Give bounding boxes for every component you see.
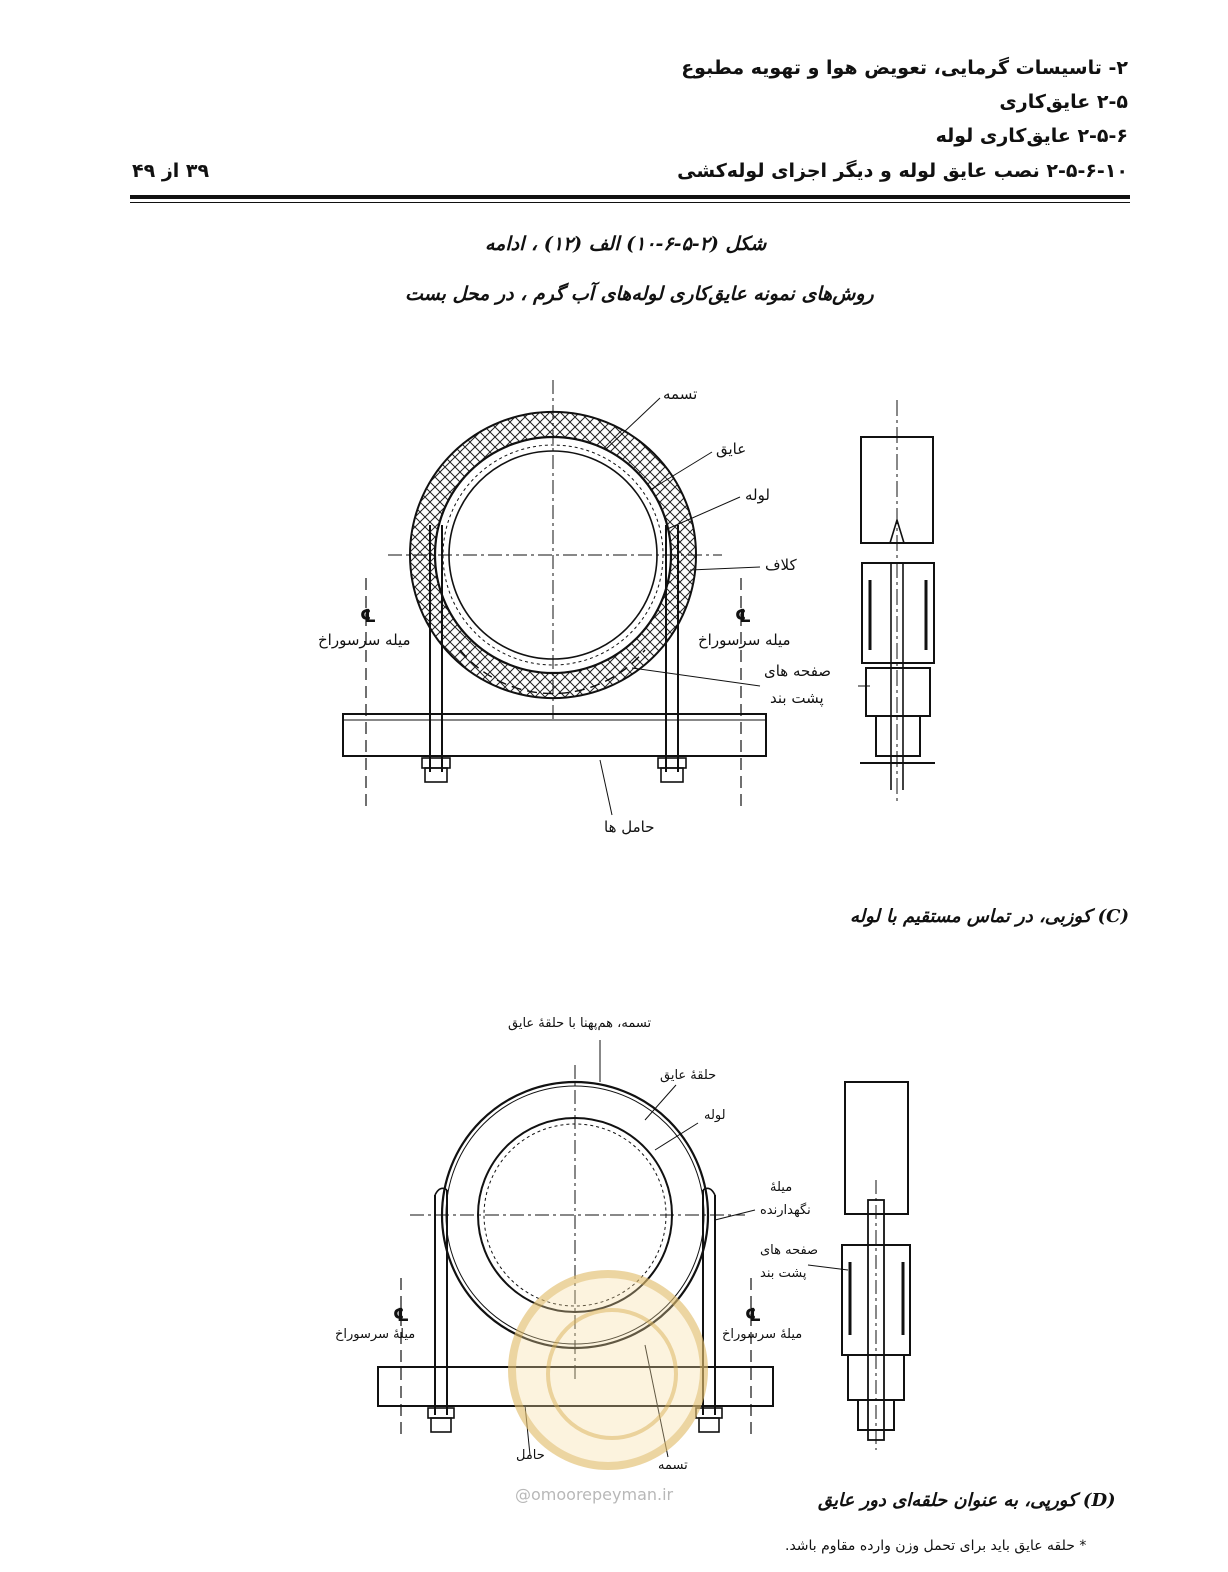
label-rod-left-c: میله سرسوراخ xyxy=(318,631,411,649)
label-plates-c-2: پشت بند xyxy=(770,689,824,707)
header-line-3: ۲-۵-۶ عایق‌کاری لوله xyxy=(935,125,1128,147)
centerline-symbol-d-left: ℄ xyxy=(393,1305,410,1326)
label-clamp-c: کلاف xyxy=(765,556,797,574)
page-number: ۳۹ از ۴۹ xyxy=(132,160,210,182)
header-line-4: ۲-۵-۶-۱۰ نصب عایق لوله و دیگر اجزای لوله‌کشی xyxy=(677,160,1128,182)
label-plates-d-1: صفحه های xyxy=(760,1243,819,1258)
header-line-1: ۲- تاسیسات گرمایی، تعویض هوا و تهویه مطبوع xyxy=(681,57,1128,79)
label-insulation-c: عایق xyxy=(716,440,747,458)
label-plates-d-2: پشت بند xyxy=(760,1266,807,1281)
centerline-symbol-c-left: ℄ xyxy=(360,606,377,627)
label-hold-rod-d-2: نگهدارنده xyxy=(760,1203,811,1218)
label-pipe-c: لوله xyxy=(745,486,770,504)
label-rod-right-d: میلهٔ سرسوراخ xyxy=(722,1327,803,1342)
label-hold-rod-d-1: میلهٔ xyxy=(770,1180,793,1195)
label-support-d: حامل xyxy=(516,1448,545,1463)
centerline-symbol-c-right: ℄ xyxy=(735,606,752,627)
label-pipe-d: لوله xyxy=(704,1108,726,1123)
caption-d: (D) کورپی، به عنوان حلقه‌ای دور عایق xyxy=(818,1490,1116,1511)
figure-title: شکل (۲-۵-۶-۱۰) الف (۱۲) ، ادامه xyxy=(485,233,767,255)
footnote: * حلقه عایق باید برای تحمل وزن وارده مقاوم باشد. xyxy=(785,1538,1087,1554)
label-rod-left-d: میلهٔ سرسوراخ xyxy=(335,1327,416,1342)
label-strap-ring-d: تسمه، هم‌پهنا با حلقهٔ عایق xyxy=(508,1016,652,1031)
figure-subtitle: روش‌های نمونه عایق‌کاری لوله‌های آب گرم ، در محل بست xyxy=(405,283,874,305)
header-line-2: ۲-۵ عایق‌کاری xyxy=(999,91,1128,113)
label-supports-c: حامل ها xyxy=(604,818,655,836)
label-plates-c-1: صفحه های xyxy=(764,662,832,680)
label-rod-right-c: میله سرسوراخ xyxy=(698,631,791,649)
label-ring-d: حلقهٔ عایق xyxy=(660,1068,717,1083)
caption-c: (C) کوزبی، در تماس مستقیم با لوله xyxy=(850,906,1129,927)
label-strap-d: تسمه xyxy=(658,1458,688,1473)
side-hanger-block-d xyxy=(845,1082,908,1214)
centerline-symbol-d-right: ℄ xyxy=(745,1305,762,1326)
watermark: @omoorepeyman.ir xyxy=(515,1485,674,1504)
publisher-seal xyxy=(508,1270,708,1470)
label-strap-c: تسمه xyxy=(663,385,698,403)
